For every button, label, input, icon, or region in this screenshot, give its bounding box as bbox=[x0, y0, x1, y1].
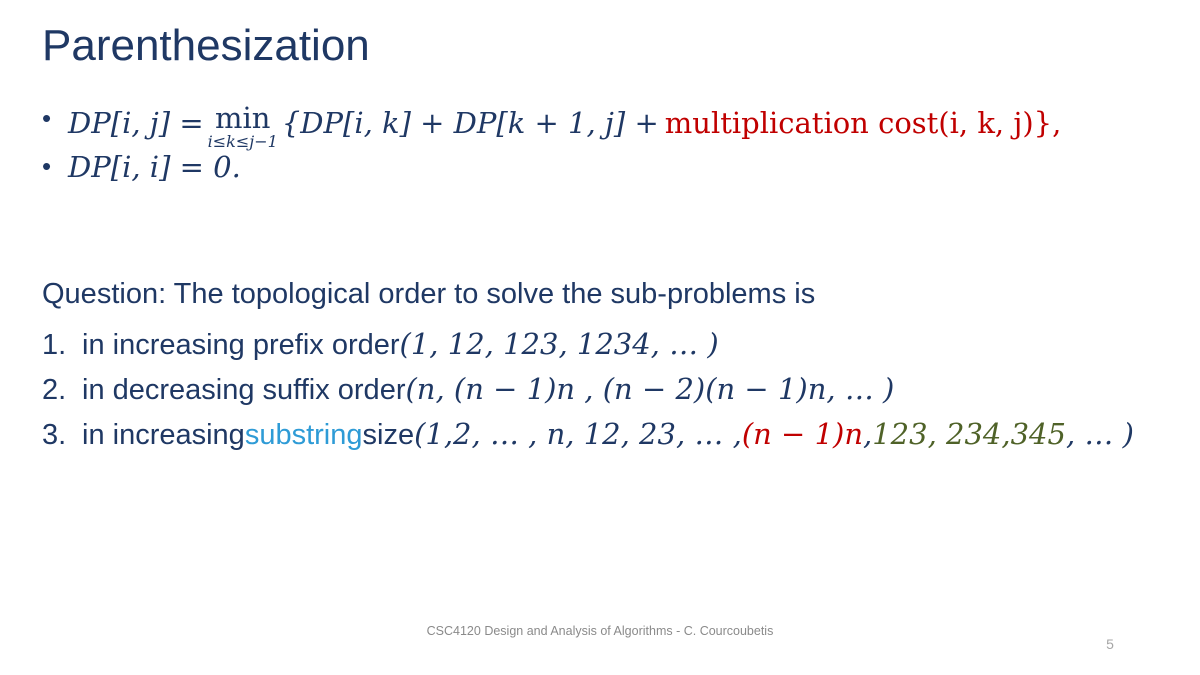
recurrence-brace: {DP[i, k] + DP[k + 1, j] + bbox=[281, 105, 659, 140]
option-index: 2. bbox=[42, 374, 67, 407]
option-math-red: (n − 1)n bbox=[741, 417, 864, 452]
slide-footer: CSC4120 Design and Analysis of Algorithms - C. Courcoubetis bbox=[426, 624, 774, 638]
option-index: 3. bbox=[42, 419, 67, 452]
option-label: in increasing bbox=[82, 419, 245, 452]
min-label: min bbox=[214, 101, 271, 135]
option-math-sep: , bbox=[863, 417, 873, 452]
option-label: in decreasing suffix order bbox=[82, 374, 406, 407]
option-label: in increasing prefix order bbox=[82, 329, 400, 361]
formula-block bbox=[42, 100, 1182, 189]
options-list bbox=[42, 322, 1192, 457]
question-text: Question: The topological order to solve the sub-problems is bbox=[42, 278, 816, 310]
bullet-marker: • bbox=[42, 103, 52, 133]
list-item bbox=[42, 412, 1192, 457]
option-math-green: 123, 234,345 bbox=[872, 417, 1066, 452]
list-item bbox=[42, 367, 1192, 412]
option-label-cont: size bbox=[362, 419, 415, 452]
bullet-marker: • bbox=[42, 151, 52, 181]
option-index: 1. bbox=[42, 329, 67, 361]
option-highlight: substring bbox=[244, 419, 363, 452]
page-number: 5 bbox=[1106, 636, 1114, 652]
option-math: (n, (n − 1)n , (n − 2)(n − 1)n, … ) bbox=[405, 372, 895, 407]
list-item bbox=[42, 322, 1192, 367]
recurrence-cost-term: multiplication cost(i, k, j)}, bbox=[664, 105, 1062, 140]
min-subscript: i≤k≤j−1 bbox=[207, 132, 278, 151]
option-math-a: (1,2, … , n, 12, 23, … , bbox=[414, 417, 742, 452]
bullet-item-base-case bbox=[42, 148, 1182, 187]
base-case-equation: DP[i, i] = 0. bbox=[68, 150, 241, 184]
option-math-b: , … ) bbox=[1065, 417, 1134, 452]
recurrence-equation bbox=[68, 100, 1062, 151]
bullet-item-recurrence bbox=[42, 100, 1182, 151]
recurrence-lhs: DP[i, j] = bbox=[68, 105, 204, 140]
option-math: (1, 12, 123, 1234, … ) bbox=[399, 327, 719, 361]
page-title: Parenthesization bbox=[42, 21, 370, 70]
min-operator bbox=[207, 101, 278, 151]
